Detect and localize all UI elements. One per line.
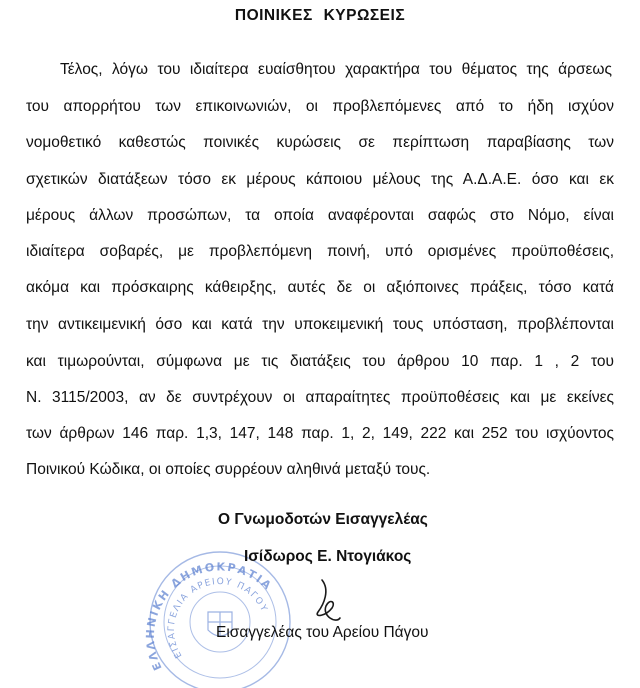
body-line-5: μέρους άλλων προσώπων, τα οποία αναφέρονται σαφώς στο Νόμο, είναι	[26, 207, 614, 224]
handwritten-signature	[300, 572, 360, 632]
signatory-office: Εισαγγελέας του Αρείου Πάγου	[216, 624, 429, 641]
signatory-name: Ισίδωρος Ε. Ντογιάκος	[244, 548, 412, 565]
body-line-9: και τιμωρούνται, σύμφωνα με τις διατάξεις του άρθρου 10 παρ. 1 , 2 του	[26, 353, 614, 370]
body-line-10: Ν. 3115/2003, αν δε συντρέχουν οι απαραίτητες προϋποθέσεις και με εκείνες	[26, 389, 614, 406]
document-title: ΠΟΙΝΙΚΕΣ ΚΥΡΩΣΕΙΣ	[234, 7, 406, 24]
body-line-8: την αντικειμενική όσο και κατά την υποκειμενική τους υπόσταση, προβλέπονται	[26, 316, 614, 333]
body-line-11: των άρθρων 146 παρ. 1,3, 147, 148 παρ. 1, 2, 149, 222 και 252 του ισχύοντος	[26, 425, 614, 442]
body-line-7: ακόμα και πρόσκαιρης κάθειρξης, αυτές δε οι αξιόποινες πράξεις, τόσο κατά	[26, 279, 614, 296]
body-line-4: σχετικών διατάξεων τόσο εκ μέρους κάποιου μέλους της Α.Δ.Α.Ε. όσο και εκ	[26, 171, 614, 188]
body-line-3: νομοθετικό καθεστώς ποινικές κυρώσεις σε περίπτωση παραβίασης των	[26, 134, 614, 151]
body-line-2: του απορρήτου των επικοινωνιών, οι προβλεπόμενες από το ήδη ισχύον	[26, 98, 614, 115]
signatory-role: Ο Γνωμοδοτών Εισαγγελέας	[218, 511, 428, 528]
body-line-12: Ποινικού Κώδικα, οι οποίες συρρέουν αληθινά μεταξύ τους.	[26, 461, 431, 478]
body-line-6: ιδιαίτερα σοβαρές, με προβλεπόμενη ποινή, υπό ορισμένες προϋποθέσεις,	[26, 243, 614, 260]
body-line-1: Τέλος, λόγω του ιδιαίτερα ευαίσθητου χαρακτήρα του θέματος της άρσεως	[60, 61, 612, 78]
svg-text:ΕΙΣΑΓΓΕΛΙΑ ΑΡΕΙΟΥ ΠΑΓΟΥ: ΕΙΣΑΓΓΕΛΙΑ ΑΡΕΙΟΥ ΠΑΓΟΥ	[166, 577, 270, 660]
svg-text:ΕΛΛΗΝΙΚΗ ΔΗΜΟΚΡΑΤΙΑ: ΕΛΛΗΝΙΚΗ ΔΗΜΟΚΡΑΤΙΑ	[143, 560, 275, 673]
